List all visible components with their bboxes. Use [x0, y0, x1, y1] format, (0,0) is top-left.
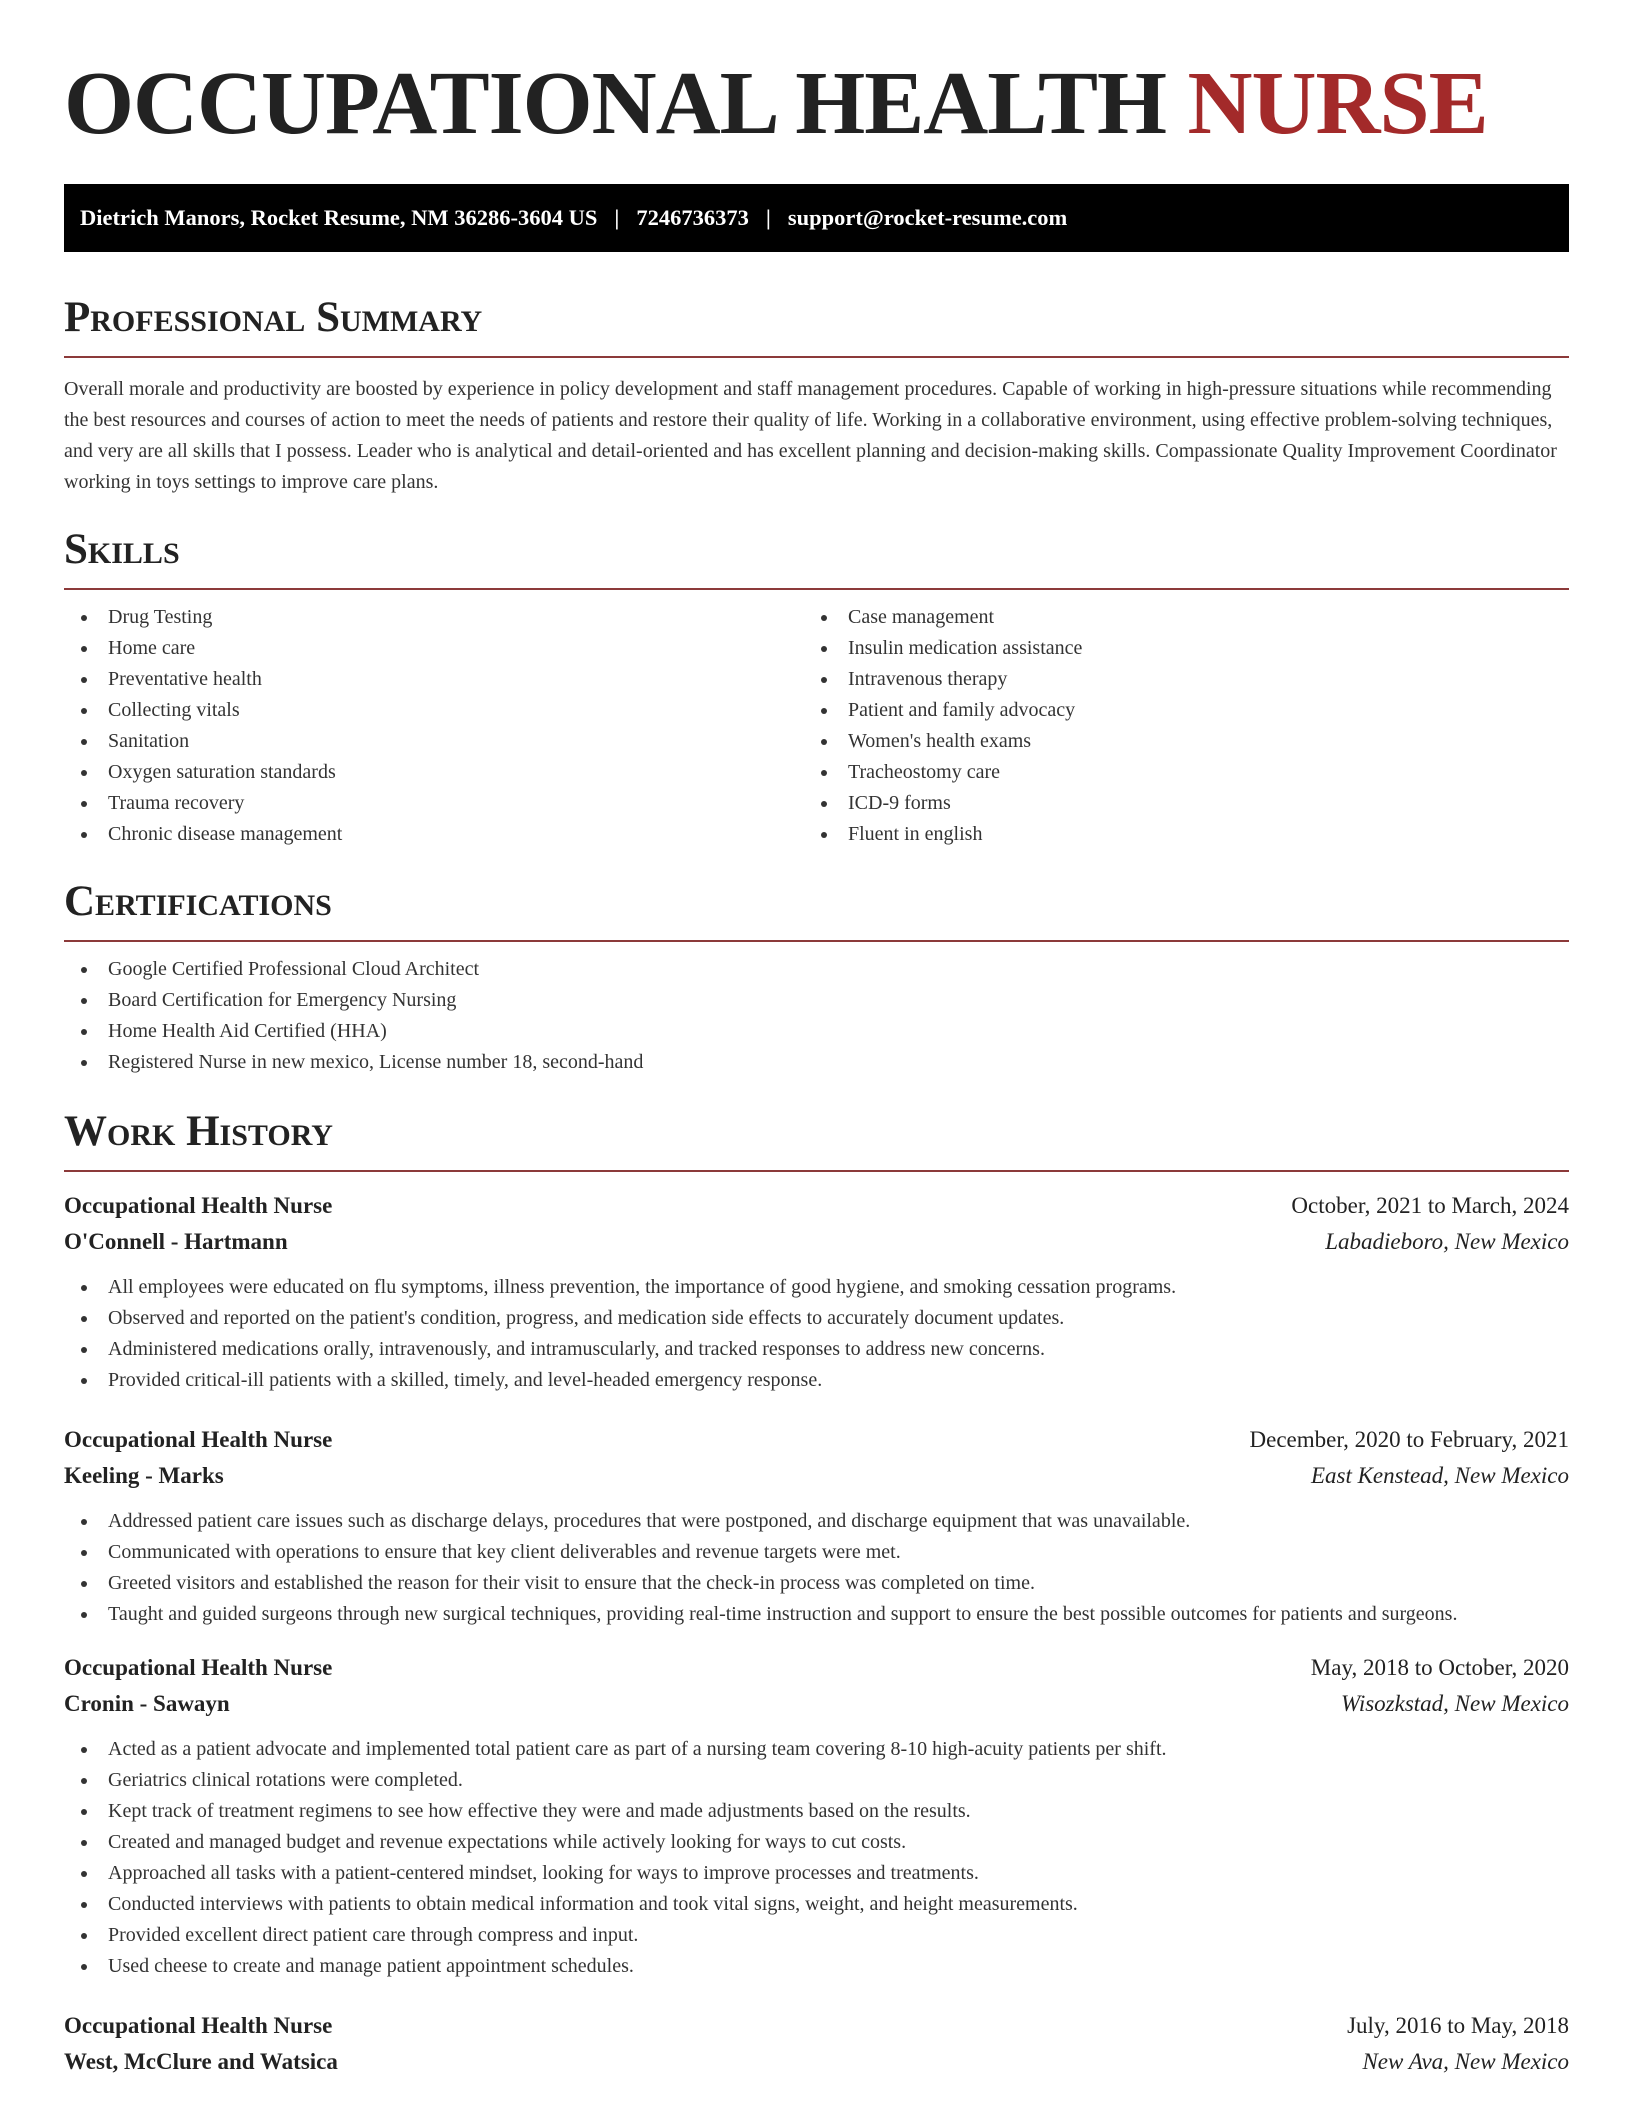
job-duty-item: Communicated with operations to ensure that key client deliverables and revenue targets were met. [64, 1537, 1569, 1568]
contact-separator: | [765, 205, 771, 230]
job-header-row [64, 1188, 1569, 1224]
section-divider [64, 356, 1569, 358]
skill-item: Collecting vitals [64, 695, 804, 726]
skill-item: Case management [804, 602, 1544, 633]
certifications-list [64, 954, 1569, 1078]
job-duty-item: All employees were educated on flu symptoms, illness prevention, the importance of good hygiene, and smoking cessation programs. [64, 1272, 1569, 1303]
job-company: Cronin - Sawayn [64, 1691, 230, 1716]
section-divider [64, 588, 1569, 590]
skill-item: ICD-9 forms [804, 788, 1544, 819]
contact-phone: 7246736373 [636, 205, 749, 230]
skills-list-right [804, 602, 1544, 850]
certification-item: Google Certified Professional Cloud Architect [64, 954, 1569, 985]
job-duty-item: Observed and reported on the patient's condition, progress, and medication side effects to accurately document updates. [64, 1303, 1569, 1334]
summary-heading: Professional Summary [64, 294, 483, 341]
summary-section [64, 292, 1569, 498]
job-entry [64, 1188, 1569, 1396]
job-dates: May, 2018 to October, 2020 [1310, 1655, 1569, 1680]
job-header-row [64, 2008, 1569, 2044]
certification-item: Board Certification for Emergency Nursing [64, 985, 1569, 1016]
job-duty-item: Created and managed budget and revenue expectations while actively looking for ways to cut costs. [64, 1827, 1569, 1858]
job-duty-item: Acted as a patient advocate and implemented total patient care as part of a nursing team covering 8-10 high-acuity patients per shift. [64, 1734, 1569, 1765]
skill-item: Fluent in english [804, 819, 1544, 850]
job-header-row [64, 1650, 1569, 1686]
job-location: New Ava, New Mexico [1362, 2049, 1569, 2074]
certifications-section [64, 876, 1569, 1078]
job-entry [64, 1422, 1569, 1630]
section-divider [64, 940, 1569, 942]
job-location: East Kenstead, New Mexico [1310, 1463, 1569, 1488]
skill-item: Preventative health [64, 664, 804, 695]
job-duties-list [64, 1272, 1569, 1396]
job-duty-item: Used cheese to create and manage patient appointment schedules. [64, 1951, 1569, 1982]
section-divider [64, 1170, 1569, 1172]
job-dates: December, 2020 to February, 2021 [1249, 1427, 1569, 1452]
job-company-row [64, 1686, 1569, 1722]
job-entry [64, 1650, 1569, 1982]
job-duty-item: Greeted visitors and established the reason for their visit to ensure that the check-in process was completed on time. [64, 1568, 1569, 1599]
skill-item: Chronic disease management [64, 819, 804, 850]
job-duty-item: Provided excellent direct patient care through compress and input. [64, 1920, 1569, 1951]
contact-separator: | [614, 205, 620, 230]
skill-item: Patient and family advocacy [804, 695, 1544, 726]
certification-item: Registered Nurse in new mexico, License number 18, second-hand [64, 1047, 1569, 1078]
job-title: Occupational Health Nurse [64, 1655, 333, 1680]
skills-columns [64, 602, 1569, 850]
job-title: Occupational Health Nurse [64, 1427, 333, 1452]
job-duty-item: Provided critical-ill patients with a skilled, timely, and level-headed emergency response. [64, 1365, 1569, 1396]
contact-bar [64, 184, 1569, 252]
skills-list-left [64, 602, 804, 850]
skill-item: Insulin medication assistance [804, 633, 1544, 664]
skill-item: Tracheostomy care [804, 757, 1544, 788]
job-company: West, McClure and Watsica [64, 2049, 338, 2074]
job-header-row [64, 1422, 1569, 1458]
job-duty-item: Addressed patient care issues such as discharge delays, procedures that were postponed, and discharge equipment that was unavailable. [64, 1506, 1569, 1537]
job-company: O'Connell - Hartmann [64, 1229, 288, 1254]
job-duty-item: Taught and guided surgeons through new surgical techniques, providing real-time instruction and support to ensure the best possible outcomes for patients and surgeons. [64, 1599, 1569, 1630]
job-duty-item: Geriatrics clinical rotations were completed. [64, 1765, 1569, 1796]
job-duties-list [64, 1506, 1569, 1630]
skill-item: Women's health exams [804, 726, 1544, 757]
job-duty-item: Administered medications orally, intravenously, and intramuscularly, and tracked responses to address new concerns. [64, 1334, 1569, 1365]
job-dates: July, 2016 to May, 2018 [1347, 2013, 1569, 2038]
job-duty-item: Kept track of treatment regimens to see how effective they were and made adjustments based on the results. [64, 1796, 1569, 1827]
job-company-row [64, 2044, 1569, 2080]
headline-accent: NURSE [1187, 54, 1488, 153]
job-title: Occupational Health Nurse [64, 1193, 333, 1218]
certification-item: Home Health Aid Certified (HHA) [64, 1016, 1569, 1047]
job-location: Labadieboro, New Mexico [1325, 1229, 1569, 1254]
job-duty-item: Conducted interviews with patients to obtain medical information and took vital signs, weight, and height measurements. [64, 1889, 1569, 1920]
job-company-row [64, 1224, 1569, 1260]
skills-heading: Skills [64, 526, 180, 573]
job-title: Occupational Health Nurse [64, 2013, 333, 2038]
resume-headline [64, 0, 1569, 158]
resume-content [64, 0, 1569, 2080]
job-duty-item: Approached all tasks with a patient-centered mindset, looking for ways to improve processes and treatments. [64, 1858, 1569, 1889]
summary-text: Overall morale and productivity are boosted by experience in policy development and staff management procedures. Capable of working in high-pressure situations while recommending the best resources and courses of action to meet the needs of patients and restore their quality of life. Working in a collaborative environment, using effective problem-solving techniques, and very are all skills that I possess. Leader who is analytical and detail-oriented and has excellent planning and decision-making skills. Compassionate Quality Improvement Coordinator working in toys settings to improve care plans. [64, 378, 1557, 493]
work-history-heading: Work History [64, 1108, 333, 1155]
skill-item: Home care [64, 633, 804, 664]
contact-email: support@rocket-resume.com [787, 205, 1068, 230]
skill-item: Intravenous therapy [804, 664, 1544, 695]
skill-item: Trauma recovery [64, 788, 804, 819]
skill-item: Sanitation [64, 726, 804, 757]
job-dates: October, 2021 to March, 2024 [1291, 1193, 1569, 1218]
skills-section [64, 524, 1569, 850]
contact-address: Dietrich Manors, Rocket Resume, NM 36286-3604 US [80, 205, 598, 230]
job-company-row [64, 1458, 1569, 1494]
job-company: Keeling - Marks [64, 1463, 224, 1488]
job-entry [64, 2008, 1569, 2080]
job-location: Wisozkstad, New Mexico [1340, 1691, 1569, 1716]
skill-item: Oxygen saturation standards [64, 757, 804, 788]
work-history-section [64, 1106, 1569, 2080]
certifications-heading: Certifications [64, 878, 332, 925]
headline-main: OCCUPATIONAL HEALTH [64, 54, 1167, 153]
job-duties-list [64, 1734, 1569, 1982]
skill-item: Drug Testing [64, 602, 804, 633]
